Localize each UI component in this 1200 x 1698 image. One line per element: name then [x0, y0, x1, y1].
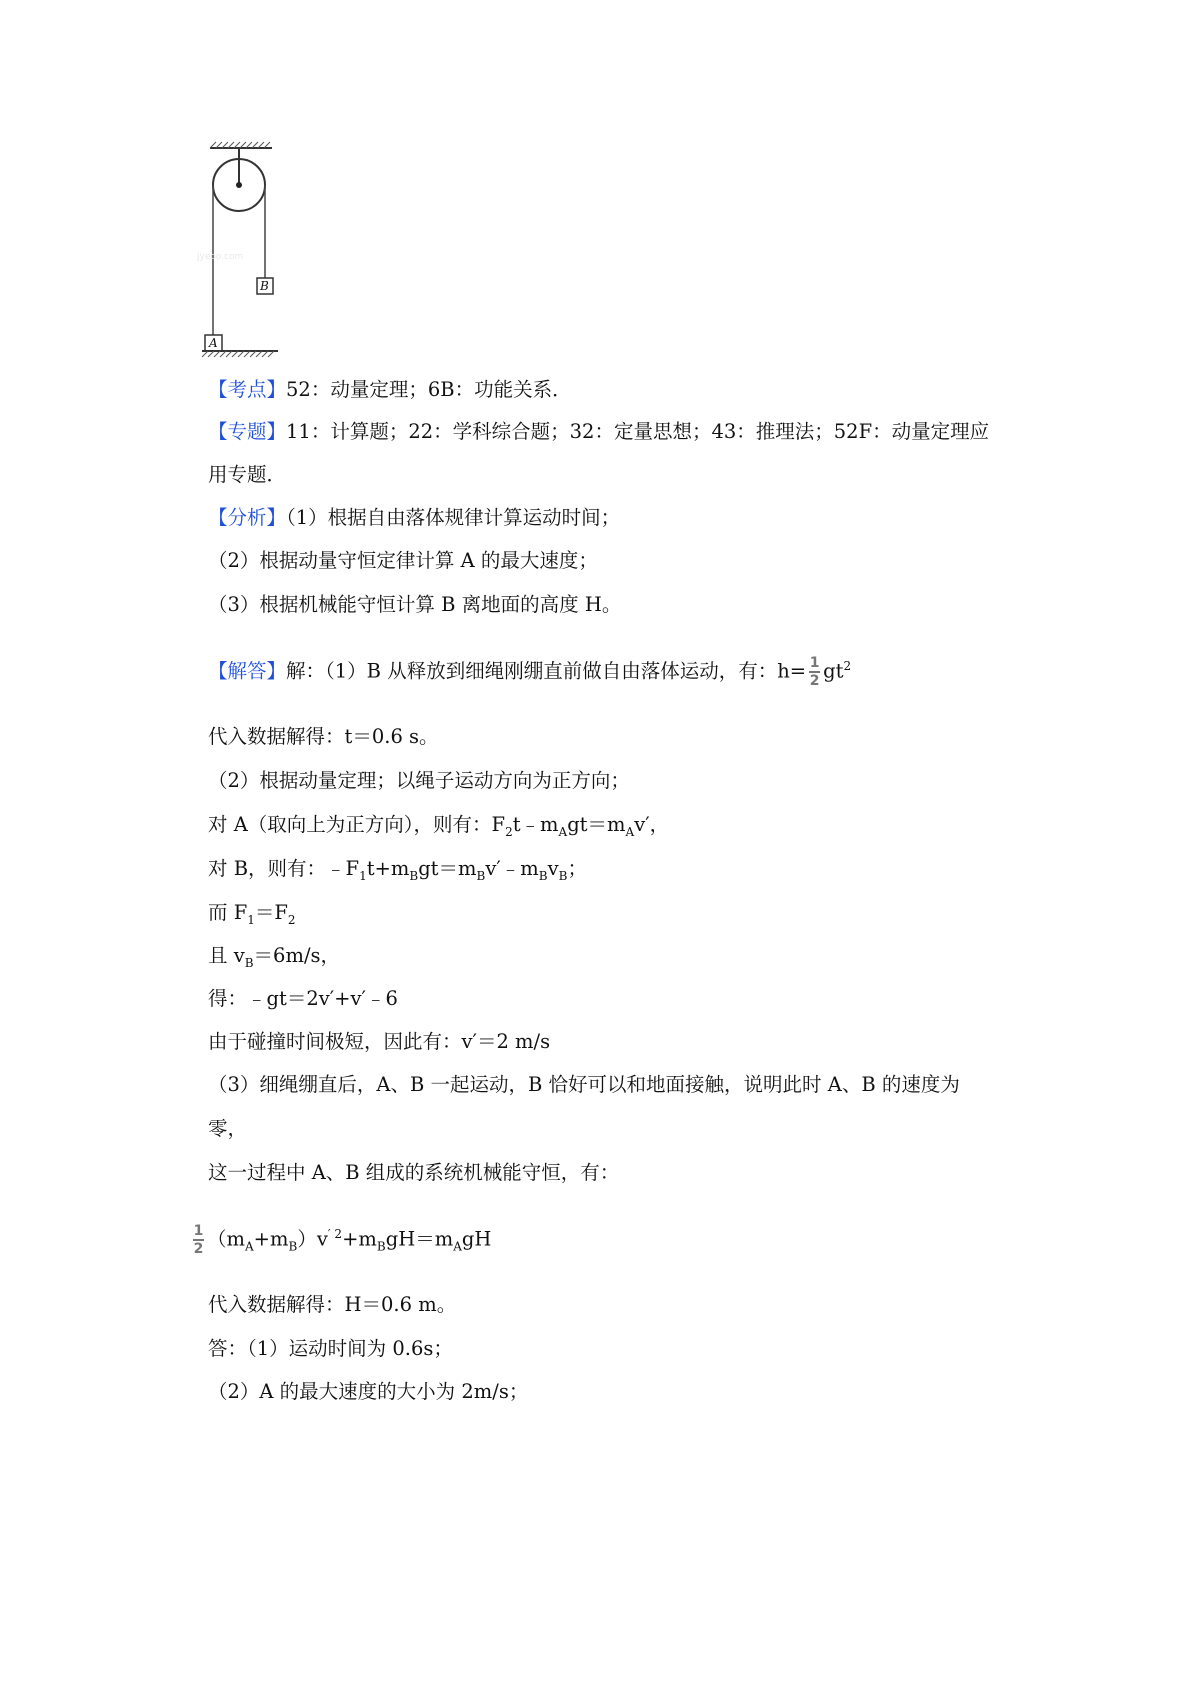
kaodian-line: [208, 375, 572, 405]
fenxi-line: [208, 503, 620, 533]
solution-line-5: 而 $F_1=F_2$: [208, 901, 296, 927]
fenxi-line-1: （1）根据自由落体规律计算运动时间；: [286, 506, 621, 529]
solution-line-12: $\frac{1}{2}$ $(m_A+m_B)v^{' 2}+m_BgH=m_AgH$: [193, 1223, 492, 1257]
fenxi-line-3: （3）根据机械能守恒计算 B 离地面的高度 H。: [208, 593, 622, 616]
zhuanti-tag: 【专题】: [208, 420, 287, 443]
solution-line-13: 代入数据解得：H＝0.6 m。: [208, 1293, 457, 1316]
fenxi-tag: 【分析】: [208, 506, 287, 529]
jieda-tag: 【解答】: [208, 659, 287, 683]
zhuanti-line-2: 用专题．: [208, 463, 287, 486]
jieda-line: [208, 656, 851, 688]
solution-line-1: 代入数据解得：t＝0.6 s。: [208, 725, 439, 748]
zhuanti-line: [208, 417, 989, 447]
kaodian-text: 52：动量定理；6B：功能关系．: [286, 378, 572, 401]
solution-line-10: 零，: [208, 1117, 248, 1140]
solution-line-4: 对 B，则有：$﹣F_1t+m_Bgt=m_Bv'﹣m_Bv_B$；: [208, 857, 587, 883]
jieda-intro: 解：（1）B 从释放到细绳刚绷直前做自由落体运动，有：h=: [286, 659, 807, 683]
fenxi-line-2: （2）根据动量守恒定律计算 A 的最大速度；: [208, 549, 598, 572]
solution-line-3: 对 A（取向上为正方向），则有：$F_2t﹣m_Agt=m_Av'$，: [208, 813, 670, 839]
answer-line-2: （2）A 的最大速度的大小为 2m/s；: [208, 1380, 529, 1403]
solution-line-8: 由于碰撞时间极短，因此有：v′＝2 m/s: [208, 1030, 551, 1053]
answer-line-1: 答：（1）运动时间为 0.6s；: [208, 1337, 453, 1360]
formula-tail: gt: [823, 659, 844, 683]
solution-line-7: 得：﹣gt＝2v′+v′﹣6: [208, 987, 398, 1010]
solution-line-2: （2）根据动量定理；以绳子运动方向为正方向；: [208, 769, 630, 792]
formula-sup: 2: [843, 659, 852, 673]
solution-line-9: （3）细绳绷直后，A、B 一起运动，B 恰好可以和地面接触，说明此时 A、B 的速度为: [208, 1073, 960, 1096]
fraction-half: $\frac{1}{2}$: [809, 655, 820, 689]
watermark: jyeoo.com: [197, 252, 244, 262]
block-a-label: A: [209, 336, 218, 350]
pulley-diagram: [200, 140, 310, 390]
fraction-half-2: $\frac{1}{2}$: [193, 1223, 204, 1257]
zhuanti-text: 11：计算题；22：学科综合题；32：定量思想；43：推理法；52F：动量定理应: [286, 420, 990, 443]
solution-line-6: 且 $v_B=6m/s$，: [208, 944, 341, 970]
kaodian-tag: 【考点】: [208, 378, 287, 401]
block-b-label: B: [260, 279, 269, 293]
solution-line-11: 这一过程中 A、B 组成的系统机械能守恒，有：: [208, 1161, 620, 1184]
